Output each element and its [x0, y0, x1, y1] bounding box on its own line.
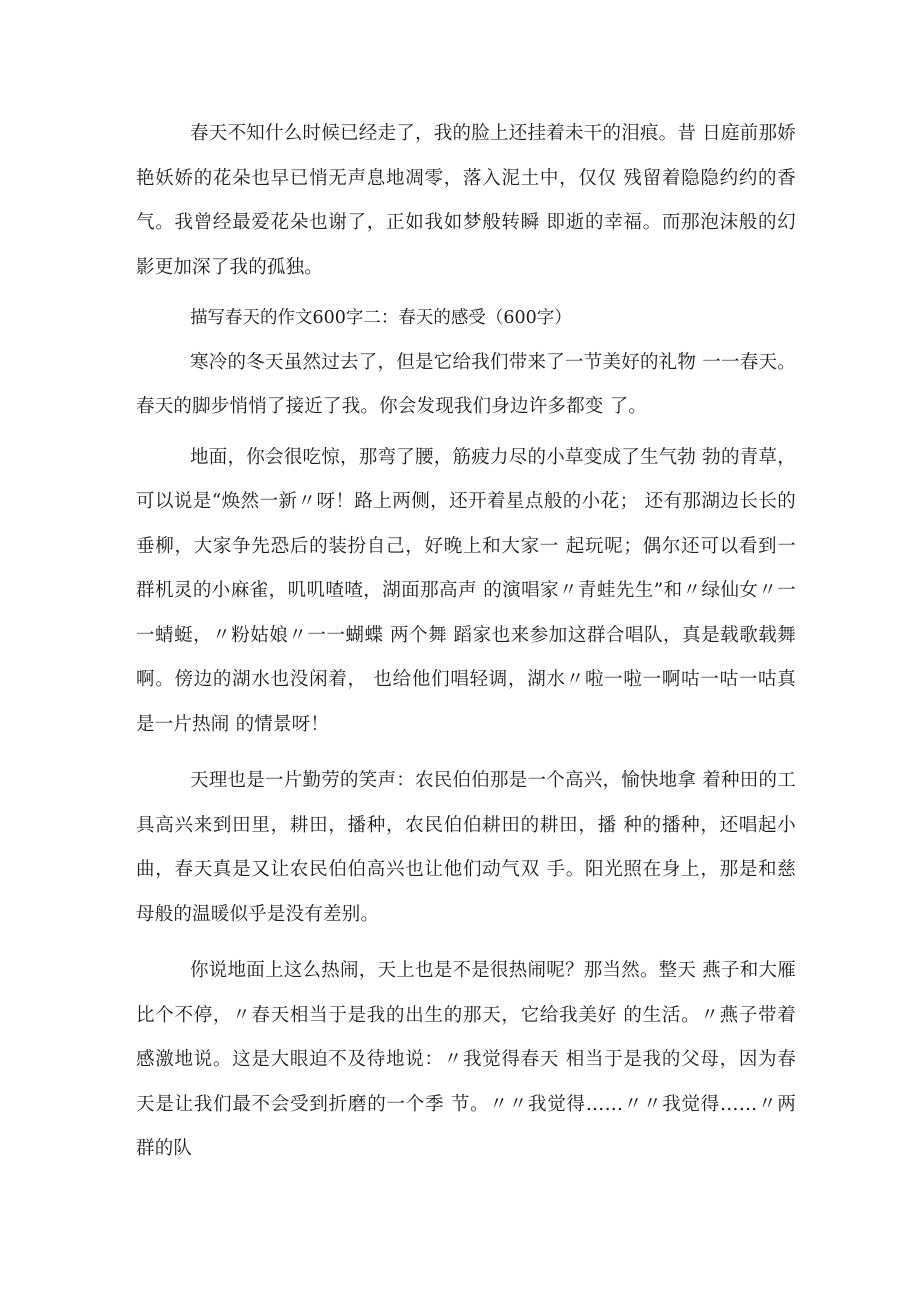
- section-heading: 描写春天的作文600字二：春天的感受（600字）: [190, 308, 572, 328]
- paragraph-spring-gone: 春天不知什么时候已经走了，我的脸上还挂着未干的泪痕。昔 日庭前那娇艳妖娇的花朵也早已悄无声息地凋零，落入泥土中，仅仅 残留着隐隐约约的香气。我曾经最爱花朵也谢了，正如我如梦般转瞬 即逝的幸福。而那泡沫般的幻影更加深了我的孤独。: [136, 123, 796, 278]
- paragraph-sky: 你说地面上这么热闹，天上也是不是很热闹呢？那当然。整天 燕子和大雁比个不停，〃春天相当于是我的出生的那天，它给我美好 的生活。〃燕子带着感激地说。这是大眼迫不及待地说：〃我觉得春天 相当于是我的父母，因为春天是让我们最不会受到折磨的一个季 节。〃〃我觉得……〃〃我觉得……〃两群的队: [136, 960, 796, 1159]
- paragraph-farmers: 天理也是一片勤劳的笑声：农民伯伯那是一个高兴，愉快地拿 着种田的工具高兴来到田里，耕田，播种，农民伯伯耕田的耕田，播 种的播种，还唱起小曲，春天真是又让农民伯伯高兴也让他们动气双 手。阳光照在身上，那是和慈母般的温暖似乎是没有差别。: [136, 770, 796, 925]
- spacer: [136, 937, 796, 949]
- spacer: [136, 747, 796, 759]
- paragraph-ground: 地面，你会很吃惊，那弯了腰，筋疲力尽的小草变成了生气勃 勃的青草，可以说是“焕然一新〃呀！路上两侧，还开着星点般的小花； 还有那湖边长长的垂柳，大家争先恐后的装扮自己，好晚上和大家一 起玩呢；偶尔还可以看到一群机灵的小麻雀，叽叽喳喳，湖面那高声 的演唱家〃青蛙先生”和〃绿仙女〃一一蜻蜓，〃粉姑娘〃一一蝴蝶 两个舞 蹈家也来参加这群合唱队，真是载歌载舞啊。傍边的湖水也没闲着， 也给他们唱轻调，湖水〃啦一啦一啊咕一咕一咕真是一片热闹 的情景呀！: [136, 446, 796, 735]
- paragraph-winter-gift: 寒冷的冬天虽然过去了，但是它给我们带来了一节美好的礼物 一一春天。春天的脚步悄悄了接近了我。你会发现我们身边许多都变 了。: [136, 351, 796, 417]
- document-page: [136, 112, 796, 1172]
